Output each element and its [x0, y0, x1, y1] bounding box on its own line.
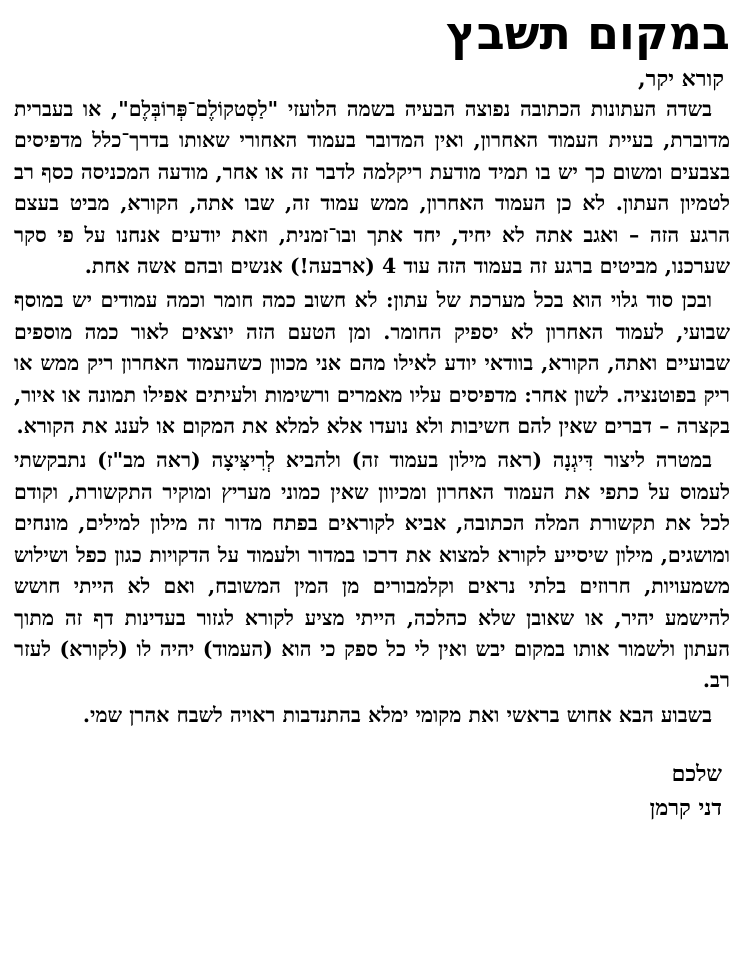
signature-block [14, 757, 730, 825]
paragraph-1: בשדה העתונות הכתובה נפוצה הבעיה בשמה הלועזי "לַסְטקוֹלֶם־פְּרוֹבְּלֶם", או בעברית מדוברת, בעיית העמוד האחרון, ואין המדובר בעמוד האחורי שאותו בדרך־כלל מדפיסים בצבעים ומשום כך יש בו תמיד מודעת ריקלמה לדבר זה או אחר, מודעה המכניסה כסף רב לטמיון העתון. לא כן העמוד האחרון, ממש עמוד זה, שבו אתה, הקורא, מביט בעצם הרגע הזה – ואגב אתה לא יחיד, יחד אתך ובו־זמנית, וזאת יודעים אנחנו על פי סקר שערכנו, מביטים ברגע זה בעמוד הזה עוד 4 (ארבעה!) אנשים ובהם אשה אחת. [14, 97, 730, 279]
paragraph-3: במטרה ליצור דִּיגְנָה (ראה מילון בעמוד זה) ולהביא לְרִיצִּיצָה (ראה מב"ז) נתבקשתי לעמוס על כתפי את העמוד האחרון ומכיוון שאין כמוני מעריץ ומוקיר התקשורת, וקודם לכל את תקשורת המלה הכתובה, אביא לקוראים בפתח מדור זה מילון למילים, מונחים ומושגים, מילון שיסייע לקורא למצוא את דרכו במדור ולעמוד על הדקויות כגון כפל ושילוש משמעויות, חרוזים בלתי נראים וקלמבורים מן המין המשובח, ואם לא הייתי חושש להישמע יהיר, או שאובן שלא כהלכה, הייתי מציע לקורא לגזור בעדינות דף זה מתוך העתון ולשמור אותו במקום יבש ואין לי כל ספק כי הוא (העמוד) יהיה לו (לקורא) לעזר רב. [14, 448, 730, 693]
paragraph-2: ובכן סוד גלוי הוא בכל מערכת של עתון: לא חשוב כמה חומר וכמה עמודים יש במוסף שבועי, לעמוד האחרון לא יספיק החומר. ומן הטעם הזה יוצאים לאור כמה מוספים שבועיים ואתה, הקורא, בוודאי יודע לאילו מהם אני מכוון כשהעמוד האחרון ריק ממש או ריק בפוטנציה. לשון אחר: מדפיסים עליו מאמרים ורשימות ולעיתים אפילו תמונה או איור, בקצרה – דברים שאין להם חשיבות ולא נועדו אלא למלא את המקום או לענג את הקורא. [14, 288, 730, 439]
article-title: במקום תשבץ [446, 6, 730, 60]
paragraph-4: בשבוע הבא אחוש בראשי ואת מקומי ימלא בהתנדבות ראויה לשבח אהרן שמי. [82, 702, 712, 727]
article-body [14, 94, 730, 731]
salutation: קורא יקר, [637, 66, 724, 92]
signature-closing: שלכם [671, 761, 722, 788]
signature-name: דני קרמן [649, 795, 722, 822]
